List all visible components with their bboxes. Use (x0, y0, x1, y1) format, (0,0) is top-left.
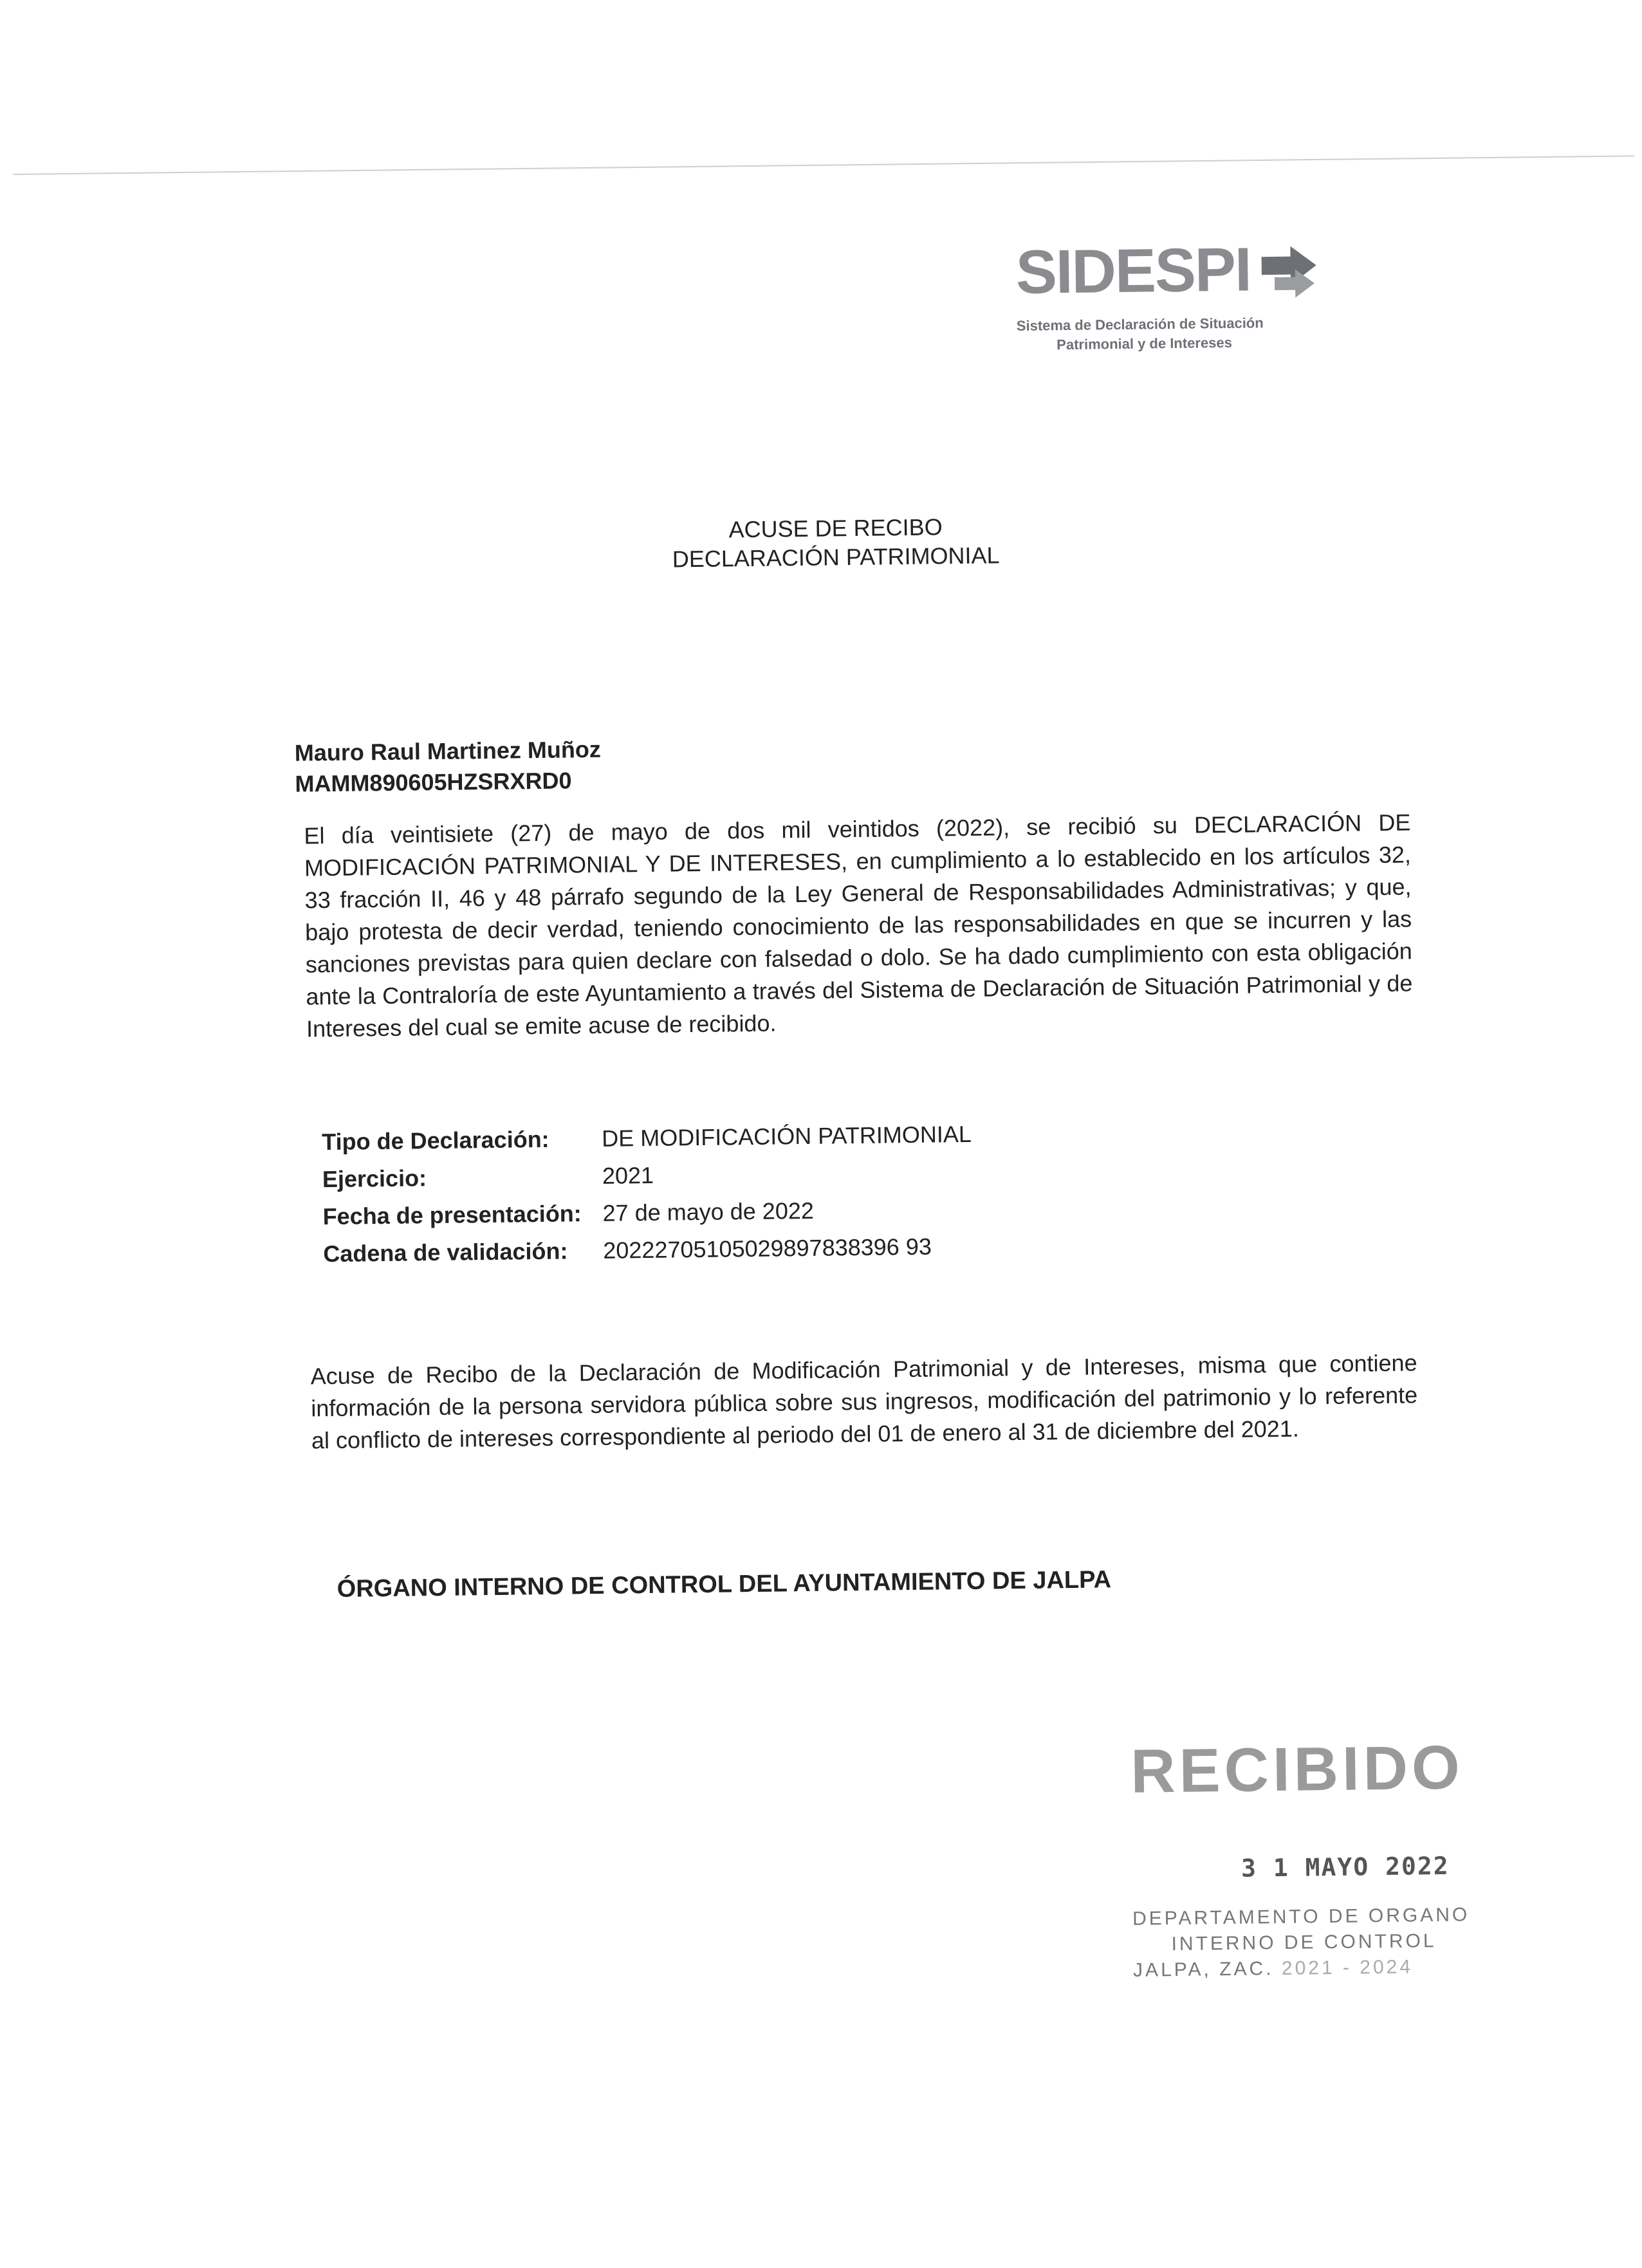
issuing-organ: ÓRGANO INTERNO DE CONTROL DEL AYUNTAMIENTO DE JALPA (337, 1566, 1112, 1603)
declaration-details (321, 1120, 972, 1278)
stamp-department-line2: INTERNO DE CONTROL (1171, 1930, 1437, 1955)
stamp-word: RECIBIDO (1130, 1733, 1464, 1806)
stamp-location-line (1133, 1957, 1413, 1982)
declarant-name: Mauro Raul Martinez Muñoz (294, 735, 602, 766)
detail-value: 27 de mayo de 2022 (602, 1197, 815, 1226)
logo-subtitle-line1: Sistema de Declaración de Situación (1016, 315, 1264, 334)
detail-row (323, 1233, 932, 1278)
stamp-location: JALPA, ZAC. (1132, 1958, 1274, 1981)
receipt-paragraph: El día veintisiete (27) de mayo de dos mil veintidos (2022), se recibió su DECLARACIÓN DE MODIFICACIÓN PATRIMONIAL Y DE INTERESES, en cumplimiento a lo establecido en los artículos 32, 33 fracción II, 46 y 48 párrafo segundo de la Ley General de Responsabilidades Administrativas; y que, bajo protesta de decir verdad, teniendo conocimiento de las responsabilidades en que se incurren y las sanciones previstas para quien declare con falsedad o dolo. Se ha dado cumplimiento con esta obligación ante la Contraloría de este Ayuntamiento a través del Sistema de Declaración de Situación Patrimonial y de Intereses del cual se emite acuse de recibido. (304, 809, 1413, 1042)
detail-value: 20222705105029897838396 93 (603, 1233, 932, 1264)
received-stamp (1130, 1735, 1520, 2010)
logo-wordmark: SIDESPI (1015, 235, 1251, 307)
detail-label: Ejercicio: (322, 1165, 427, 1193)
detail-row (322, 1197, 815, 1240)
document-title: ACUSE DE RECIBO (728, 513, 943, 543)
logo-subtitle-line2: Patrimonial y de Intereses (1056, 334, 1232, 353)
detail-value: DE MODIFICACIÓN PATRIMONIAL (601, 1120, 972, 1152)
period-paragraph: Acuse de Recibo de la Declaración de Modificación Patrimonial y de Intereses, misma que contiene información de la persona servidora pública sobre sus ingresos, modificación del patrimonio y lo referente al conflicto de intereses correspondiente al periodo del 01 de enero al 31 de diciembre del 2021. (310, 1349, 1418, 1454)
stamp-period: 2021 - 2024 (1281, 1956, 1414, 1980)
stamp-date: 3 1 MAYO 2022 (1241, 1851, 1450, 1883)
stamp-department-line1: DEPARTAMENTO DE ORGANO (1132, 1904, 1470, 1930)
sidespi-logo (1015, 235, 1325, 371)
detail-label: Tipo de Declaración: (321, 1125, 549, 1156)
declarant-rfc: MAMM890605HZSRXRD0 (295, 767, 572, 797)
double-arrow-icon (1255, 237, 1326, 308)
detail-row (322, 1161, 654, 1203)
detail-label: Cadena de validación: (323, 1237, 568, 1268)
document-subtitle: DECLARACIÓN PATRIMONIAL (672, 542, 1000, 573)
detail-value: 2021 (602, 1161, 654, 1189)
detail-label: Fecha de presentación: (322, 1200, 582, 1230)
